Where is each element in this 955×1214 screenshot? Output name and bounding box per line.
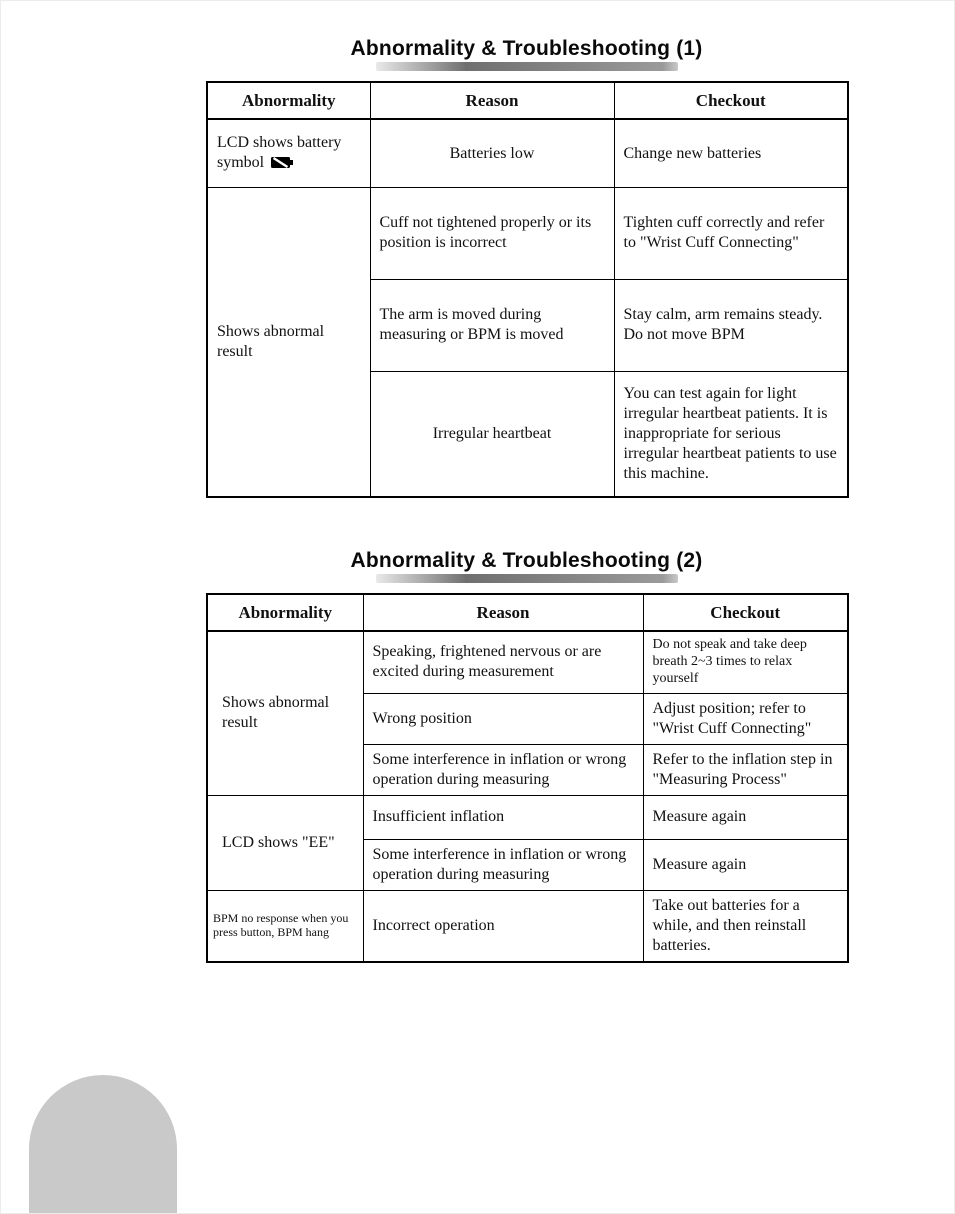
header-abnormality: Abnormality bbox=[207, 82, 370, 119]
cell-checkout: Measure again bbox=[643, 795, 848, 839]
troubleshooting-table-1 bbox=[206, 81, 849, 498]
table-row bbox=[207, 187, 848, 279]
corner-decoration bbox=[29, 1075, 177, 1213]
cell-reason: Wrong position bbox=[363, 693, 643, 744]
header-abnormality: Abnormality bbox=[207, 594, 363, 631]
cell-reason: Cuff not tightened properly or its position is incorrect bbox=[370, 187, 614, 279]
cell-abnormality: LCD shows "EE" bbox=[207, 795, 363, 890]
cell-checkout: Measure again bbox=[643, 839, 848, 890]
header-reason: Reason bbox=[363, 594, 643, 631]
troubleshooting-section-1 bbox=[206, 37, 847, 498]
cell-reason: Insufficient inflation bbox=[363, 795, 643, 839]
header-reason: Reason bbox=[370, 82, 614, 119]
table-row bbox=[207, 890, 848, 962]
table-2-header-row bbox=[207, 594, 848, 631]
cell-checkout: Stay calm, arm remains steady. Do not move BPM bbox=[614, 279, 848, 371]
table-row bbox=[207, 119, 848, 187]
section-2-title-underline bbox=[376, 574, 678, 583]
section-1-title-underline bbox=[376, 62, 678, 71]
cell-abnormality: BPM no response when you press button, BPM hang bbox=[207, 890, 363, 962]
section-1-title: Abnormality & Troubleshooting (1) bbox=[350, 37, 703, 60]
section-2-title: Abnormality & Troubleshooting (2) bbox=[350, 549, 703, 572]
cell-abnormality bbox=[207, 119, 370, 187]
troubleshooting-table-2 bbox=[206, 593, 849, 963]
cell-reason: Batteries low bbox=[370, 119, 614, 187]
cell-reason: Some interference in inflation or wrong operation during measuring bbox=[363, 839, 643, 890]
table-row bbox=[207, 795, 848, 839]
cell-checkout: Change new batteries bbox=[614, 119, 848, 187]
cell-checkout: Adjust position; refer to "Wrist Cuff Connecting" bbox=[643, 693, 848, 744]
header-checkout: Checkout bbox=[614, 82, 848, 119]
cell-checkout: Refer to the inflation step in "Measuring Process" bbox=[643, 744, 848, 795]
cell-checkout: You can test again for light irregular heartbeat patients. It is inappropriate for serious irregular heartbeat patients to use this machine. bbox=[614, 371, 848, 497]
cell-reason: Irregular heartbeat bbox=[370, 371, 614, 497]
troubleshooting-section-2 bbox=[206, 549, 847, 963]
cell-checkout: Take out batteries for a while, and then reinstall batteries. bbox=[643, 890, 848, 962]
cell-checkout: Tighten cuff correctly and refer to "Wrist Cuff Connecting" bbox=[614, 187, 848, 279]
section-2-title-wrap bbox=[206, 549, 847, 583]
header-checkout: Checkout bbox=[643, 594, 848, 631]
cell-abnormality: Shows abnormal result bbox=[207, 631, 363, 795]
cell-reason: Incorrect operation bbox=[363, 890, 643, 962]
cell-reason: Speaking, frightened nervous or are excited during measurement bbox=[363, 631, 643, 693]
cell-reason: Some interference in inflation or wrong operation during measuring bbox=[363, 744, 643, 795]
section-1-title-wrap bbox=[206, 37, 847, 71]
abnormality-text: LCD shows battery symbol bbox=[217, 133, 342, 171]
cell-reason: The arm is moved during measuring or BPM is moved bbox=[370, 279, 614, 371]
table-row bbox=[207, 631, 848, 693]
cell-checkout: Do not speak and take deep breath 2~3 times to relax yourself bbox=[643, 631, 848, 693]
table-1-header-row bbox=[207, 82, 848, 119]
battery-low-icon bbox=[271, 155, 293, 175]
cell-abnormality: Shows abnormal result bbox=[207, 187, 370, 497]
